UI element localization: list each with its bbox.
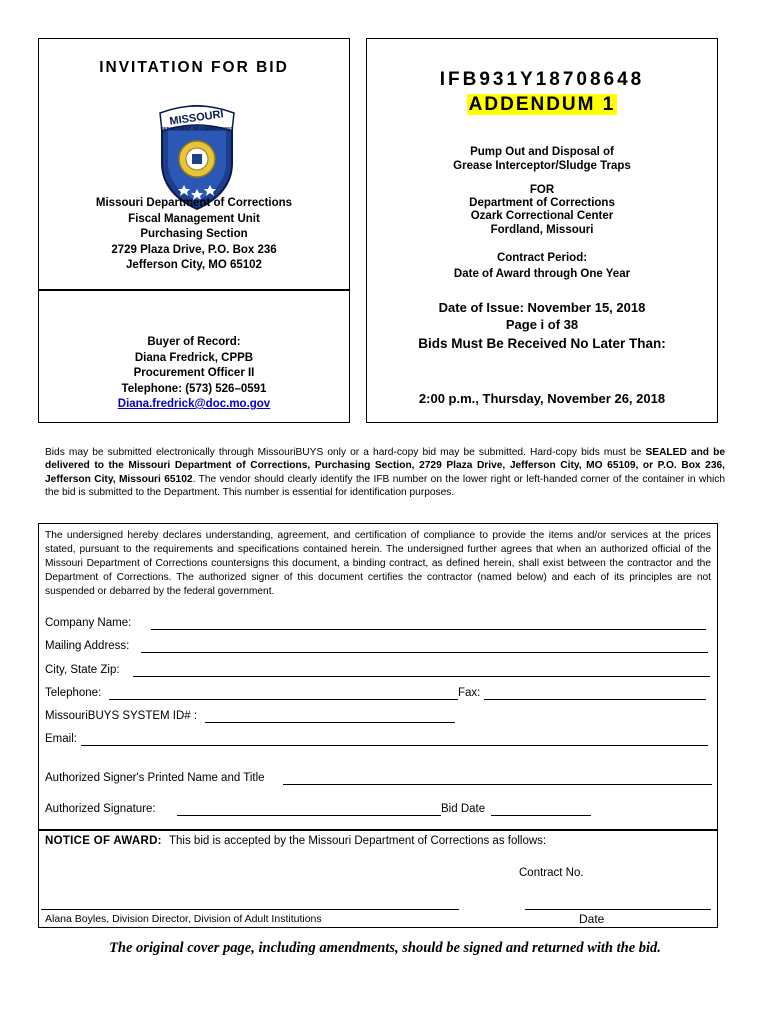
email-field[interactable] xyxy=(81,745,708,746)
submission-text-end: . The vendor should clearly identify the IFB number on the lower right or left-handed corner of the container in which the bid is submitted to the Department. This number is essential for identification purposes. xyxy=(45,473,726,498)
signer-name-field[interactable] xyxy=(283,784,712,785)
notice-of-award-text: This bid is accepted by the Missouri Department of Corrections as follows: xyxy=(169,835,547,847)
ifb-number: IFB931Y18708648 xyxy=(439,69,645,90)
missouribuys-id-label: MissouriBUYS SYSTEM ID# : xyxy=(45,710,198,722)
org-line: Fiscal Management Unit xyxy=(128,212,260,225)
city-state-zip-field[interactable] xyxy=(133,676,710,677)
buyer-telephone: Telephone: (573) 526–0591 xyxy=(121,382,267,395)
signature-field[interactable] xyxy=(177,815,441,816)
submission-text: Bids may be submitted electronically through MissouriBUYS only or a hard-copy bid may be submitted. Hard-copy bids must be xyxy=(45,447,646,458)
notice-of-award-label: NOTICE OF AWARD: xyxy=(45,835,162,847)
missouri-doc-seal-icon xyxy=(154,101,240,211)
contract-number-label: Contract No. xyxy=(519,867,584,879)
for-line: Ozark Correctional Center xyxy=(470,210,614,223)
submission-notice xyxy=(45,446,725,499)
bid-for xyxy=(367,184,717,237)
telephone-label: Telephone: xyxy=(45,687,102,699)
seal-subtext: DEPARTMENT OF CORRECTIONS xyxy=(160,126,234,131)
subject-line: Pump Out and Disposal of xyxy=(470,146,614,158)
submission-address: SEALED and be delivered to the Missouri Department of Corrections, Purchasing Section, 2729 Plaza Drive, Jefferson City, MO 65109, or P.O. Box 236, Jefferson City, Missouri 65102 xyxy=(45,447,726,485)
org-line: Jefferson City, MO 65102 xyxy=(126,259,262,271)
missouribuys-id-field[interactable] xyxy=(205,722,455,723)
contract-period-label: Contract Period: xyxy=(496,252,588,264)
notice-of-award-box xyxy=(38,830,718,928)
buyer-label: Buyer of Record: xyxy=(147,336,241,348)
invitation-header-box xyxy=(38,38,350,290)
seal-text: MISSOURI xyxy=(168,108,225,128)
date-of-issue: Date of Issue: November 15, 2018 xyxy=(438,300,646,315)
bid-date-field[interactable] xyxy=(491,815,591,816)
award-date-line[interactable] xyxy=(525,909,711,910)
for-line: Fordland, Missouri xyxy=(490,223,594,236)
issue-info xyxy=(367,300,717,333)
page-number: Page i of 38 xyxy=(505,316,579,332)
addendum-label: ADDENDUM 1 xyxy=(468,94,616,115)
director-name: Alana Boyles, Division Director, Division of Adult Institutions xyxy=(45,913,322,925)
signer-name-label: Authorized Signer's Printed Name and Title xyxy=(45,772,265,784)
footer-instruction: The original cover page, including amendments, should be signed and returned with the bid. xyxy=(109,940,661,956)
director-signature-line[interactable] xyxy=(41,909,459,910)
city-state-zip-label: City, State Zip: xyxy=(45,664,120,676)
buyer-name: Diana Fredrick, CPPB xyxy=(134,351,254,364)
contract-period-value: Date of Award through One Year xyxy=(453,268,631,280)
bidder-form-box xyxy=(38,523,718,830)
signature-label: Authorized Signature: xyxy=(45,803,156,815)
buyer-box xyxy=(38,290,350,423)
invitation-title: INVITATION FOR BID xyxy=(99,59,289,76)
buyer-title: Procurement Officer II xyxy=(133,367,255,379)
mailing-address-label: Mailing Address: xyxy=(45,640,130,652)
fax-field[interactable] xyxy=(484,699,706,700)
org-line: Purchasing Section xyxy=(140,228,248,240)
declaration-text: The undersigned hereby declares understanding, agreement, and certification of compliance to provide the items and/or services at the prices stated, pursuant to the requirements and specifications contained herein. The undersigned further agrees that when an authorized official of the Missouri Department of Corrections countersigns this document, a binding contract, as defined herein, shall exist between the contractor and the Department of Corrections. The authorized signer of this document certifies the contractor (named below) and each of its principles are not suspended or debarred by the federal government. xyxy=(45,530,711,597)
deadline-label: Bids Must Be Received No Later Than: xyxy=(418,336,666,351)
org-line: 2729 Plaza Drive, P.O. Box 236 xyxy=(111,243,277,256)
fax-label: Fax: xyxy=(458,687,481,699)
buyer-email-link[interactable]: Diana.fredrick@doc.mo.gov xyxy=(117,398,271,410)
bid-subject xyxy=(367,146,717,173)
company-name-field[interactable] xyxy=(151,629,706,630)
email-label: Email: xyxy=(45,733,77,745)
for-line: Department of Corrections xyxy=(469,197,615,210)
for-line: FOR xyxy=(529,184,555,196)
award-date-label: Date xyxy=(579,912,605,926)
ifb-info-box xyxy=(366,38,718,423)
mailing-address-field[interactable] xyxy=(141,652,708,653)
company-name-label: Company Name: xyxy=(45,617,132,629)
department-address xyxy=(39,196,349,274)
org-line: Missouri Department of Corrections xyxy=(95,197,293,209)
deadline-value: 2:00 p.m., Thursday, November 26, 2018 xyxy=(418,391,666,406)
buyer-info xyxy=(39,335,349,413)
telephone-field[interactable] xyxy=(109,699,458,700)
subject-line: Grease Interceptor/Sludge Traps xyxy=(453,159,631,172)
bid-date-label: Bid Date xyxy=(441,803,486,815)
contract-period xyxy=(367,250,717,282)
